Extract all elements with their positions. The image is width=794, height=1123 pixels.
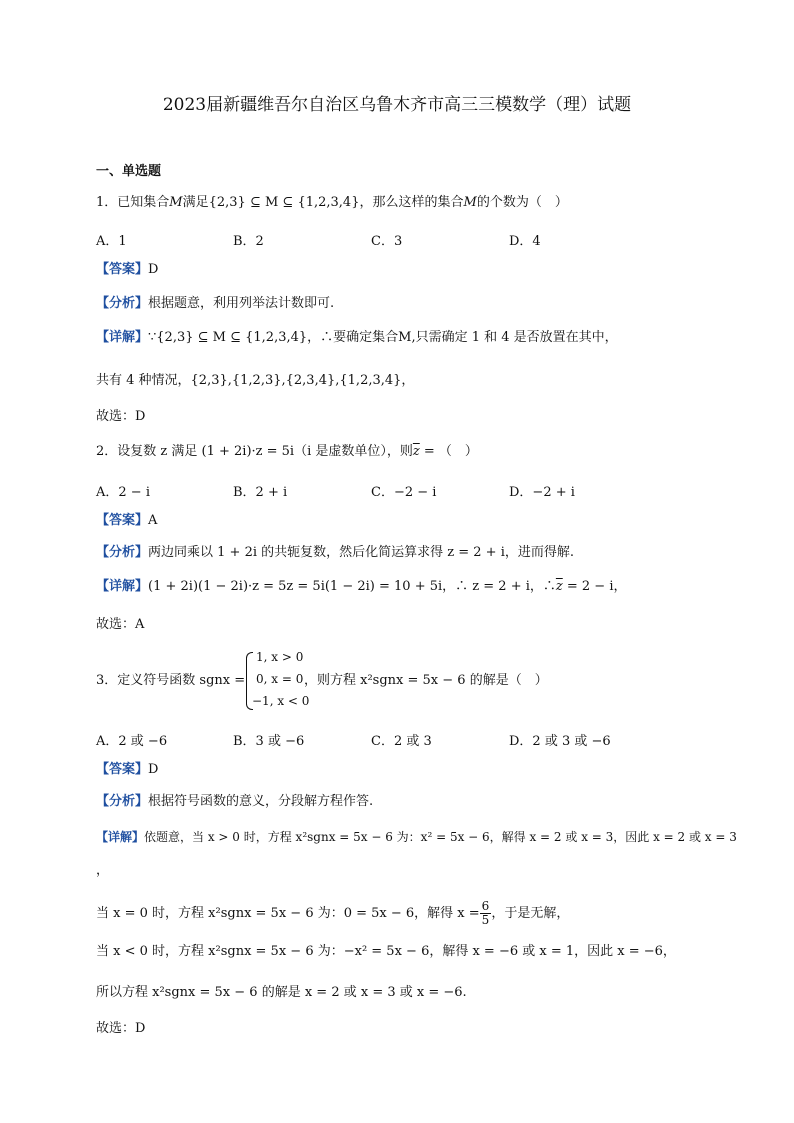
section-heading: 一、单选题	[96, 164, 162, 179]
q3-stem-b: ，则方程 x²sgnx = 5x − 6 的解是（ ）	[304, 673, 548, 688]
q3-analysis: 【分析】根据符号函数的意义，分段解方程作答.	[96, 794, 374, 809]
q2-option-b: B．2 + i	[233, 485, 288, 500]
q3-piece-1: 1, x > 0	[256, 650, 304, 664]
q2-detail: 【详解】(1 + 2i)(1 − 2i)·z = 5z = 5i(1 − 2i) = 10 + 5i，∴ z = 2 + i，$\therefore\overline{z} = 2 - i$，	[96, 579, 627, 594]
q2-option-a: A．2 − i	[96, 485, 150, 500]
q1-option-d: D．4	[509, 234, 541, 249]
q3-detail-line2: 当 x = 0 时，方程 x²sgnx = 5x − 6 为：0 = 5x − 6，解得 x = $\frac{6}{5}$ ，于是无解，	[96, 899, 570, 927]
q3-option-a: A．2 或 −6	[96, 734, 168, 749]
q3-answer: 【答案】D	[96, 762, 159, 777]
fraction-six-fifths: $\frac{6}{5}$	[481, 899, 490, 927]
q3-detail-line1: 【详解】依题意，当 x > 0 时，方程 x²sgnx = 5x − 6 为：x² = 5x − 6，解得 x = 2 或 x = 3，因此 x = 2 或 x = 3	[96, 830, 737, 844]
q1-option-b: B．2	[233, 234, 264, 249]
q1-stem: 1．已知集合M满足{2,3} ⊆ M ⊆ {1,2,3,4}，那么这样的集合M的个数为（ ）	[96, 195, 568, 210]
q3-option-c: C．2 或 3	[371, 734, 432, 749]
q3-option-d: D．2 或 3 或 −6	[509, 734, 611, 749]
q3-detail-line4: 所以方程 x²sgnx = 5x − 6 的解是 x = 2 或 x = 3 或 x = −6.	[96, 985, 467, 1000]
q1-analysis: 【分析】根据题意，利用列举法计数即可.	[96, 296, 335, 311]
q1-detail-line2: 共有 4 种情况，{2,3},{1,2,3},{2,3,4},{1,2,3,4}，	[96, 373, 415, 388]
q2-stem: 2．设复数 z 满足 (1 + 2i)·z = 5i（i 是虚数单位），则$\overline{z}$ = （ ）	[96, 444, 478, 459]
q3-detail-line3: 当 x < 0 时，方程 x²sgnx = 5x − 6 为：−x² = 5x − 6，解得 x = −6 或 x = 1，因此 x = −6，	[96, 944, 676, 959]
q3-option-b: B．3 或 −6	[233, 734, 305, 749]
q2-answer: 【答案】A	[96, 513, 158, 528]
q2-option-d: D．−2 + i	[509, 485, 575, 500]
q1-detail-line1: 【详解】∵{2,3} ⊆ M ⊆ {1,2,3,4}，∴要确定集合M,只需确定 1 和 4 是否放置在其中，	[96, 330, 618, 345]
q3-choose: 故选：D	[96, 1021, 146, 1036]
q1-answer: 【答案】D	[96, 262, 159, 277]
q2-choose: 故选：A	[96, 617, 145, 632]
q1-option-a: A．1	[96, 234, 127, 249]
q2-option-c: C．−2 − i	[371, 485, 437, 500]
q3-piece-3: −1, x < 0	[252, 694, 310, 708]
page-title: 2023届新疆维吾尔自治区乌鲁木齐市高三三模数学（理）试题	[162, 95, 632, 115]
q3-detail-line1-cont: ，	[96, 863, 110, 878]
q3-piece-2: 0, x = 0	[256, 672, 304, 686]
q3-stem-a: 3．定义符号函数 sgnx =	[96, 673, 246, 688]
q1-option-c: C．3	[371, 234, 403, 249]
q2-analysis: 【分析】两边同乘以 1 + 2i 的共轭复数，然后化简运算求得 z = 2 + i，进而得解.	[96, 545, 574, 560]
q1-choose: 故选：D	[96, 409, 146, 424]
